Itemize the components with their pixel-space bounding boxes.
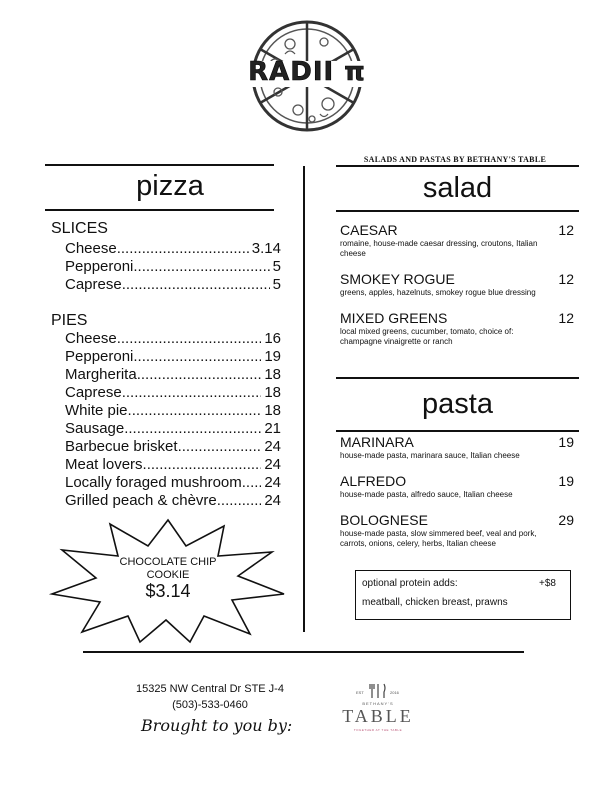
fork-knife-icon [368,683,388,699]
cookie-price: $3.14 [145,581,191,601]
brought-to-you-by: Brought to you by: [141,716,293,735]
pie-item: Pepperoni ..... 19 [65,348,281,365]
address: 15325 NW Central Dr STE J-4 [136,683,284,695]
pizza-title: pizza [136,170,204,202]
address-block [120,681,300,713]
slice-item: Pepperoni ..... 5 [65,258,281,275]
logo-text: RADII π [248,57,366,87]
pie-item: Caprese ..... 18 [65,384,281,401]
pizza-bottom-rule [45,209,274,211]
center-divider [303,166,305,632]
protein-options: meatball, chicken breast, prawns [362,597,508,608]
cookie-special [113,556,223,601]
slice-item: Caprese ..... 5 [65,276,281,293]
footer-rule [83,651,524,653]
bethanys-table-logo: EST 2016 BETHANY'S TABLE TOGETHER AT THE TABLE [330,683,426,741]
pasta-top-rule [336,377,579,379]
pasta-title: pasta [422,388,493,420]
pies-heading: PIES [51,312,88,329]
table-wordmark: TABLE [342,706,414,726]
pasta-item: MARINARA 19 house-made pasta, marinara sauce, Italian cheese [340,434,574,460]
pasta-item: BOLOGNESE 29 house-made pasta, slow simmered beef, veal and pork, carrots, onions, celery, herbs, Italian cheese [340,512,574,548]
pasta-bottom-rule [336,430,579,432]
pie-item: Barbecue brisket ..... 24 [65,438,281,455]
protein-addons-box [355,570,571,620]
pie-item: Margherita ..... 18 [65,366,281,383]
pasta-item: ALFREDO 19 house-made pasta, alfredo sauce, Italian cheese [340,473,574,499]
pizza-top-rule [45,164,274,166]
slice-item: Cheese ..... 3.14 [65,240,281,257]
protein-price: +$8 [539,578,556,589]
cookie-line1: CHOCOLATE CHIP [119,556,217,568]
salad-title: salad [422,172,493,204]
radii-pi-logo [240,14,374,136]
salad-item: SMOKEY ROGUE 12 greens, apples, hazelnuts, smokey rogue blue dressing [340,271,574,297]
slices-heading: SLICES [51,220,108,237]
salad-bottom-rule [336,210,579,212]
pie-item: Grilled peach & chèvre ..... 24 [65,492,281,509]
pie-item: Locally foraged mushroom ..... 24 [65,474,281,491]
pie-item: White pie ..... 18 [65,402,281,419]
protein-label: optional protein adds: [362,578,458,589]
salad-item: CAESAR 12 romaine, house-made caesar dressing, croutons, Italian cheese [340,222,574,258]
pie-item: Cheese ..... 16 [65,330,281,347]
cookie-line2: COOKIE [146,569,190,581]
salad-top-rule [336,165,579,167]
salad-item: MIXED GREENS 12 local mixed greens, cucumber, tomato, choice of: champagne vinaigrette or ranch [340,310,574,346]
credit-text: SALADS AND PASTAS BY BETHANY'S TABLE [363,155,547,164]
pie-item: Meat lovers ..... 24 [65,456,281,473]
phone: (503)-533-0460 [172,699,248,711]
pie-item: Sausage ..... 21 [65,420,281,437]
